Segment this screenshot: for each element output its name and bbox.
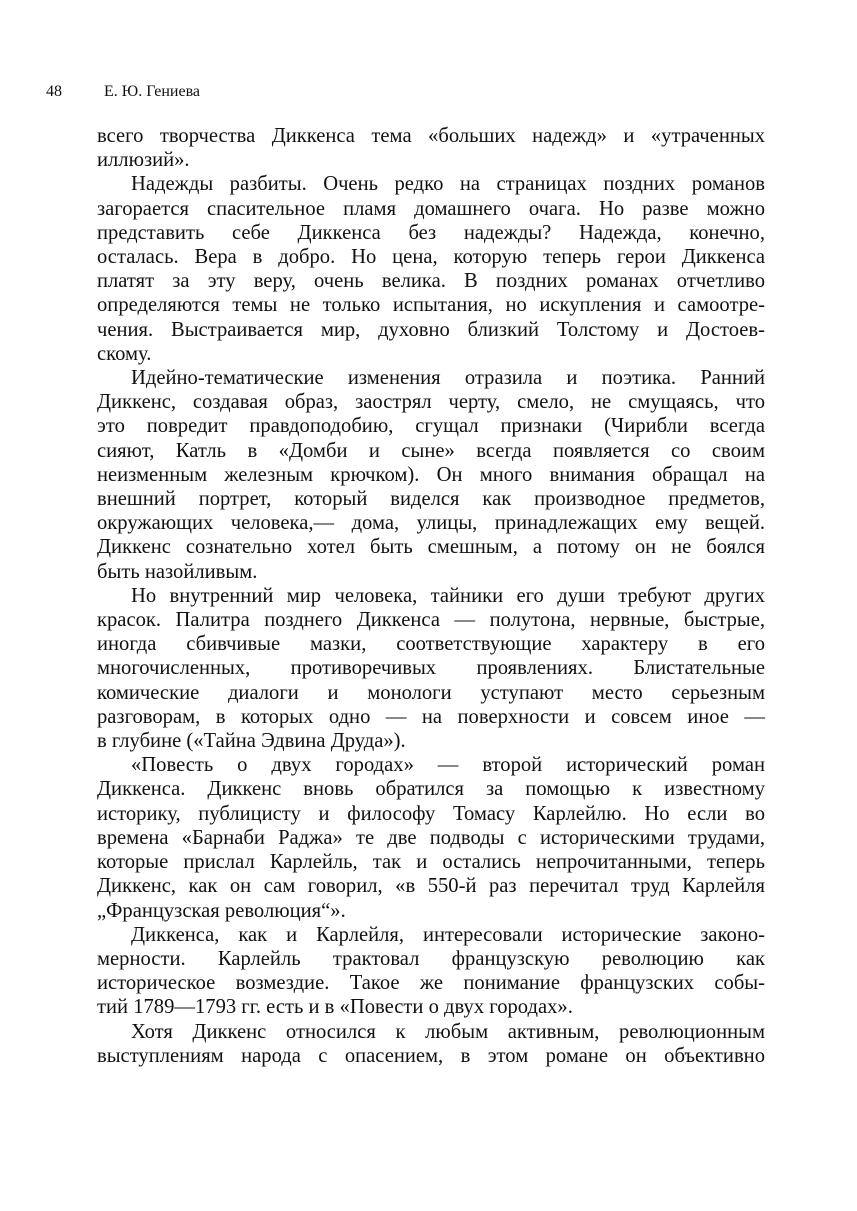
text-line: Диккенс, создавая образ, заострял черту, смело, не смущаясь, что (97, 391, 765, 414)
running-header (46, 82, 200, 102)
text-line: чения. Выстраивается мир, духовно близкий Толстому и Достоев- (97, 318, 765, 341)
paragraph (97, 172, 765, 366)
text-line: историку, публицисту и философу Томасу Карлейлю. Но если во (97, 802, 765, 825)
paragraph (97, 124, 765, 172)
text-line: Диккенса, как и Карлейля, интересовали исторические законо- (131, 923, 765, 946)
text-line: Диккенс, как он сам говорил, «в 550-й раз перечитал труд Карлейля (97, 875, 765, 898)
text-line: выступлениям народа с опасением, в этом романе он объективно (97, 1044, 765, 1067)
text-line: определяются темы не только испытания, но искупления и самоотре- (97, 294, 765, 317)
paragraph (97, 923, 765, 1020)
text-line: представить себе Диккенса без надежды? Надежда, конечно, (97, 221, 765, 244)
text-line: в глубине («Тайна Эдвина Друда»). (97, 730, 406, 753)
text-line: иногда сбивчивые мазки, соответствующие характеру в его (97, 633, 765, 656)
paragraph (97, 366, 765, 584)
text-line: историческое возмездие. Такое же понимание французских собы- (97, 972, 765, 995)
text-line: которые прислал Карлейль, так и остались непрочитанными, теперь (97, 851, 765, 874)
text-line: платят за эту веру, очень велика. В поздних романах отчетливо (97, 270, 765, 293)
text-line: комические диалоги и монологи уступают место серьезным (97, 681, 765, 704)
text-line: окружающих человека,— дома, улицы, принадлежащих ему вещей. (97, 512, 765, 535)
page-number: 48 (46, 83, 62, 100)
text-line: тий 1789—1793 гг. есть и в «Повести о двух городах». (97, 996, 573, 1019)
text-line: загорается спасительное пламя домашнего очага. Но разве можно (97, 197, 765, 220)
text-line: это повредит правдоподобию, сгущал признаки (Чирибли всегда (97, 415, 765, 438)
text-line: Диккенса. Диккенс вновь обратился за помощью к известному (97, 778, 765, 801)
paragraph (97, 753, 765, 922)
text-line: осталась. Вера в добро. Но цена, которую теперь герои Диккенса (97, 246, 765, 269)
paragraph (97, 584, 765, 753)
text-line: неизменным железным крючком). Он много внимания обращал на (97, 463, 765, 486)
text-line: Хотя Диккенс относился к любым активным, революционным (131, 1020, 765, 1043)
text-line: «Повесть о двух городах» — второй исторический роман (131, 754, 765, 777)
text-line: мерности. Карлейль трактовал французскую революцию как (97, 947, 765, 970)
text-line: сияют, Катль в «Домби и сыне» всегда появляется со своим (97, 439, 765, 462)
running-title: Е. Ю. Гениева (104, 83, 201, 100)
paragraph (97, 1020, 765, 1068)
text-line: Надежды разбиты. Очень редко на страницах поздних романов (131, 173, 765, 196)
text-line: Но внутренний мир человека, тайники его души требуют других (131, 584, 765, 607)
text-line: Идейно-тематические изменения отразила и поэтика. Ранний (131, 367, 765, 390)
text-line: иллюзий». (97, 149, 190, 172)
text-line: быть назойливым. (97, 560, 258, 583)
text-line: Диккенс сознательно хотел быть смешным, а потому он не боялся (97, 536, 765, 559)
text-line: скому. (97, 342, 152, 365)
text-line: „Французская революция“». (97, 899, 346, 922)
text-line: разговорам, в которых одно — на поверхности и совсем иное — (97, 705, 765, 728)
text-line: многочисленных, противоречивых проявлениях. Блистательные (97, 657, 765, 680)
body-text (97, 124, 765, 1068)
text-line: красок. Палитра позднего Диккенса — полутона, нервные, быстрые, (97, 609, 765, 632)
text-line: внешний портрет, который виделся как производное предметов, (97, 488, 765, 511)
text-line: всего творчества Диккенса тема «больших надежд» и «утраченных (97, 125, 765, 147)
text-line: времена «Барнаби Раджа» те две подводы с историческими трудами, (97, 826, 765, 849)
